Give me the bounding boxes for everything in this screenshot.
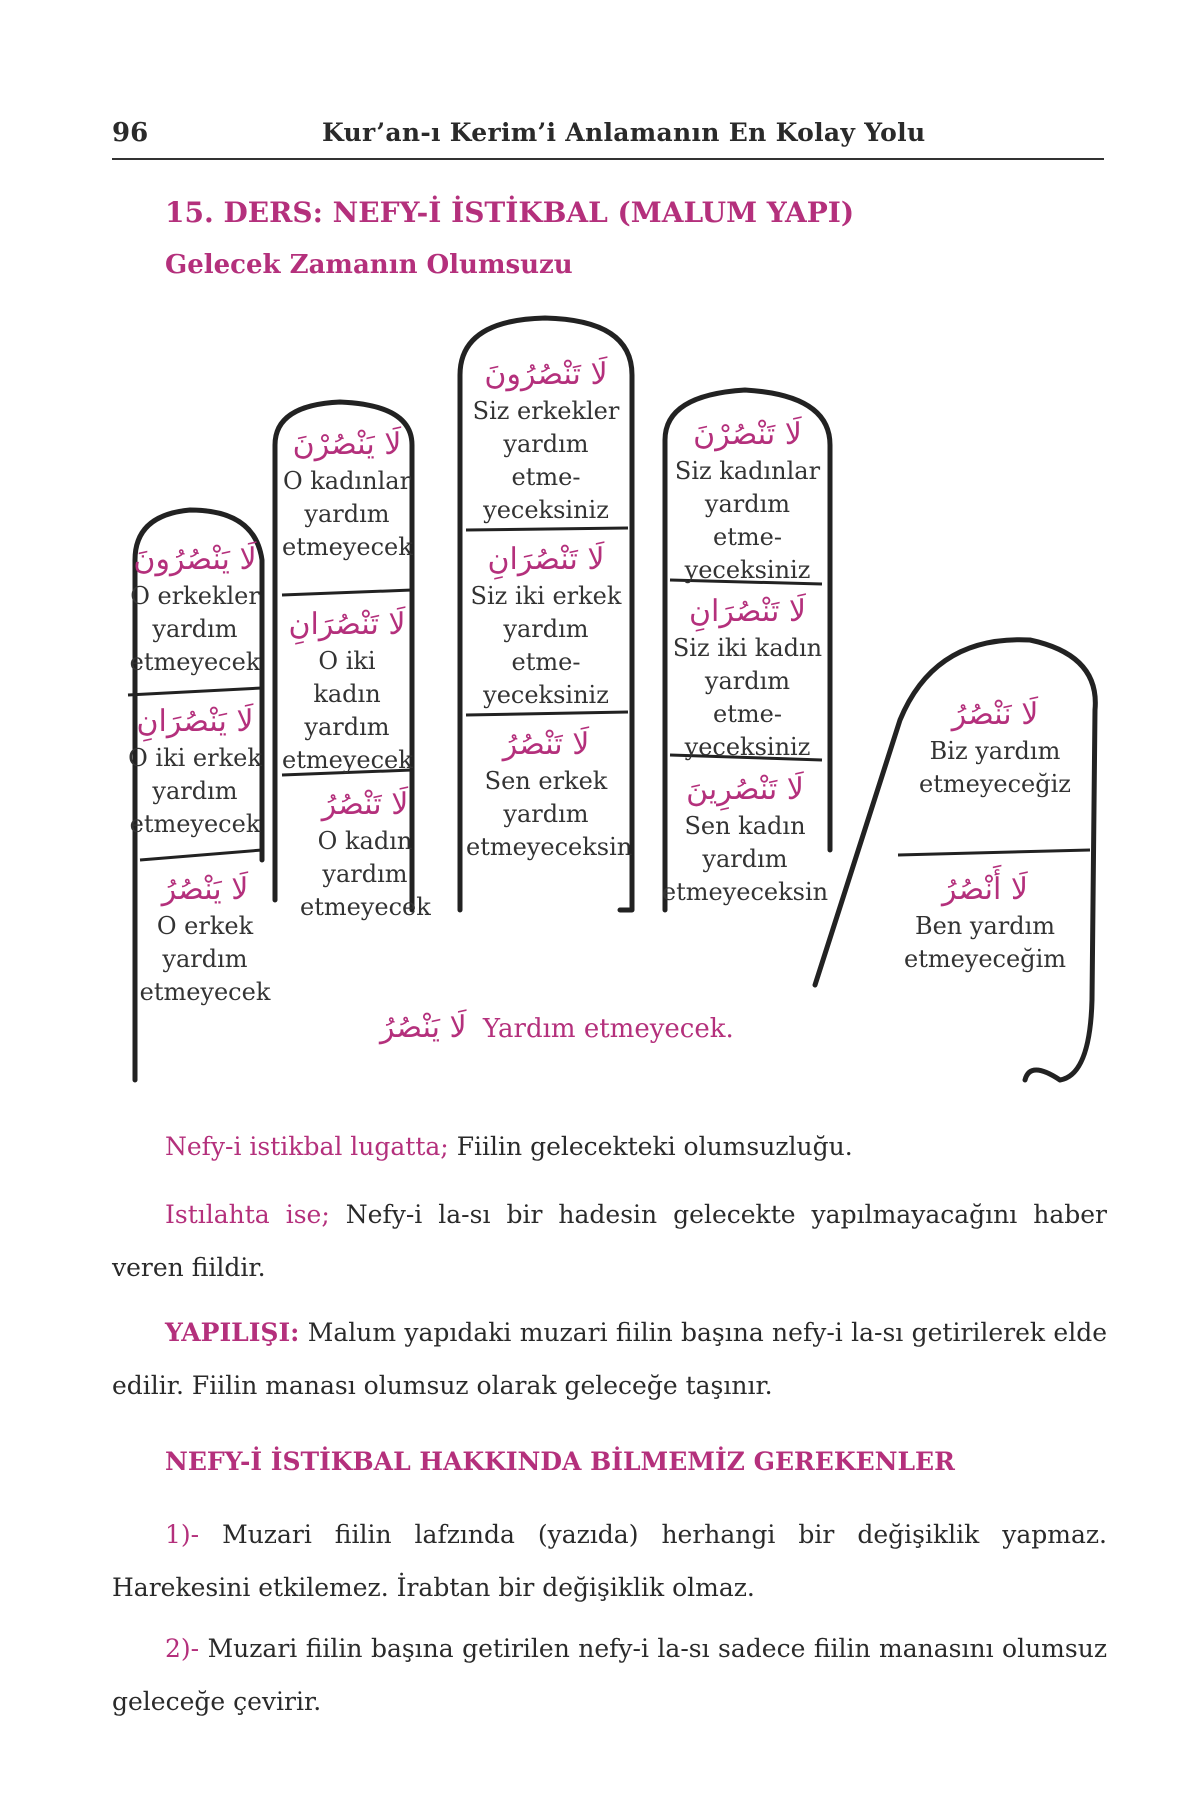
- finger1-cell-1: [125, 540, 265, 679]
- finger2-cell-3: [300, 785, 430, 924]
- finger4-cell-1: [670, 415, 825, 587]
- list-item-2: [112, 1622, 1107, 1728]
- formation-paragraph: [112, 1306, 1107, 1412]
- arabic-verb: لَا يَنْصُرَانِ: [136, 704, 254, 739]
- arabic-verb: لَا يَنْصُرُونَ: [133, 542, 257, 577]
- meaning-text: Siz iki erkek yardım etme- yeceksiniz: [470, 582, 622, 709]
- finger2-cell-2: [282, 605, 412, 777]
- definition-text: Fiilin gelecekteki olumsuzluğu.: [456, 1132, 853, 1161]
- finger4-cell-3: [660, 770, 830, 909]
- book-title: Kur’an-ı Kerim’i Anlamanın En Kolay Yolu: [322, 118, 926, 147]
- lesson-title: 15. DERS: NEFY-İ İSTİKBAL (MALUM YAPI): [165, 196, 855, 229]
- lesson-subtitle: Gelecek Zamanın Olumsuzu: [165, 250, 573, 280]
- caption-text: Yardım etmeyecek.: [482, 1014, 734, 1044]
- formation-label: YAPILIŞI:: [165, 1318, 300, 1347]
- list-number: 2)-: [165, 1634, 200, 1663]
- arabic-verb: لَا تَنْصُرَانِ: [689, 594, 806, 629]
- finger1-cell-2: [125, 702, 265, 841]
- definition-technical: [112, 1188, 1107, 1294]
- arabic-verb: لَا تَنْصُرُ: [321, 787, 409, 822]
- definition-label: Istılahta ise;: [165, 1200, 330, 1229]
- meaning-text: Biz yardım etmeyeceğiz: [919, 737, 1071, 798]
- finger4-cell-2: [670, 592, 825, 764]
- arabic-verb: لَا تَنْصُرِينَ: [686, 772, 804, 807]
- caption-arabic: لَا يَنْصُرُ: [380, 1010, 467, 1045]
- meaning-text: O kadınlar yardım etmeyecek: [282, 467, 413, 561]
- section-heading: NEFY-İ İSTİKBAL HAKKINDA BİLMEMİZ GEREKENLER: [165, 1447, 955, 1476]
- formation-text: Malum yapıdaki muzari fiilin başına nefy-i la-sı getirilerek elde edilir. Fiilin manası olumsuz olarak geleceğe taşınır.: [112, 1318, 1107, 1400]
- finger2-cell-1: [282, 425, 412, 564]
- finger3-cell-1: [466, 355, 626, 527]
- meaning-text: O iki kadın yardım etmeyecek: [282, 647, 413, 774]
- arabic-verb: لَا تَنْصُرَانِ: [487, 542, 605, 577]
- definition-text: Nefy-i la-sı bir hadesin gelecekte yapılmayacağını haber veren fiildir.: [112, 1200, 1107, 1282]
- list-text: Muzari fiilin lafzında (yazıda) herhangi bir değişiklik yapmaz. Harekesini etkilemez. İrabtan bir değişiklik olmaz.: [112, 1520, 1107, 1602]
- arabic-verb: لَا تَنْصُرْنَ: [693, 417, 802, 452]
- arabic-verb: لَا يَنْصُرْنَ: [292, 427, 402, 462]
- meaning-text: Sen kadın yardım etmeyeceksin: [661, 812, 829, 906]
- meaning-text: O erkek yardım etmeyecek: [139, 912, 271, 1006]
- arabic-verb: لَا تَنْصُرَانِ: [288, 607, 406, 642]
- meaning-text: O kadın yardım etmeyecek: [300, 827, 431, 921]
- meaning-text: O iki erkek yardım etmeyecek: [128, 744, 262, 838]
- meaning-text: Siz kadınlar yardım etme- yeceksiniz: [674, 457, 821, 584]
- arabic-verb: لَا أَنْصُرُ: [942, 872, 1028, 907]
- thumb-cell-2: [890, 870, 1080, 976]
- meaning-text: Sen erkek yardım etmeyeceksin: [466, 767, 633, 861]
- meaning-text: O erkekler yardım etmeyecek: [129, 582, 261, 676]
- list-text: Muzari fiilin başına getirilen nefy-i la-sı sadece fiilin manasını olumsuz geleceğe çevirir.: [112, 1634, 1107, 1716]
- arabic-verb: لَا تَنْصُرُ: [502, 727, 590, 762]
- running-header: [112, 118, 1104, 160]
- arabic-verb: لَا نَنْصُرُ: [951, 697, 1039, 732]
- list-item-1: [112, 1508, 1107, 1614]
- list-number: 1)-: [165, 1520, 200, 1549]
- finger3-cell-2: [466, 540, 626, 712]
- finger3-cell-3: [466, 725, 633, 864]
- finger1-cell-3: [135, 870, 275, 1009]
- meaning-text: Siz erkekler yardım etme- yeceksiniz: [472, 397, 620, 524]
- definition-label: Nefy-i istikbal lugatta;: [165, 1132, 449, 1161]
- arabic-verb: لَا تَنْصُرُونَ: [484, 357, 608, 392]
- page-number: 96: [112, 118, 149, 148]
- palm-caption: [380, 1010, 734, 1045]
- arabic-verb: لَا يَنْصُرُ: [161, 872, 249, 907]
- meaning-text: Siz iki kadın yardım etme- yeceksiniz: [672, 634, 823, 761]
- definition-lexical: [112, 1120, 1107, 1173]
- meaning-text: Ben yardım etmeyeceğim: [903, 912, 1066, 973]
- thumb-cell-1: [910, 695, 1080, 801]
